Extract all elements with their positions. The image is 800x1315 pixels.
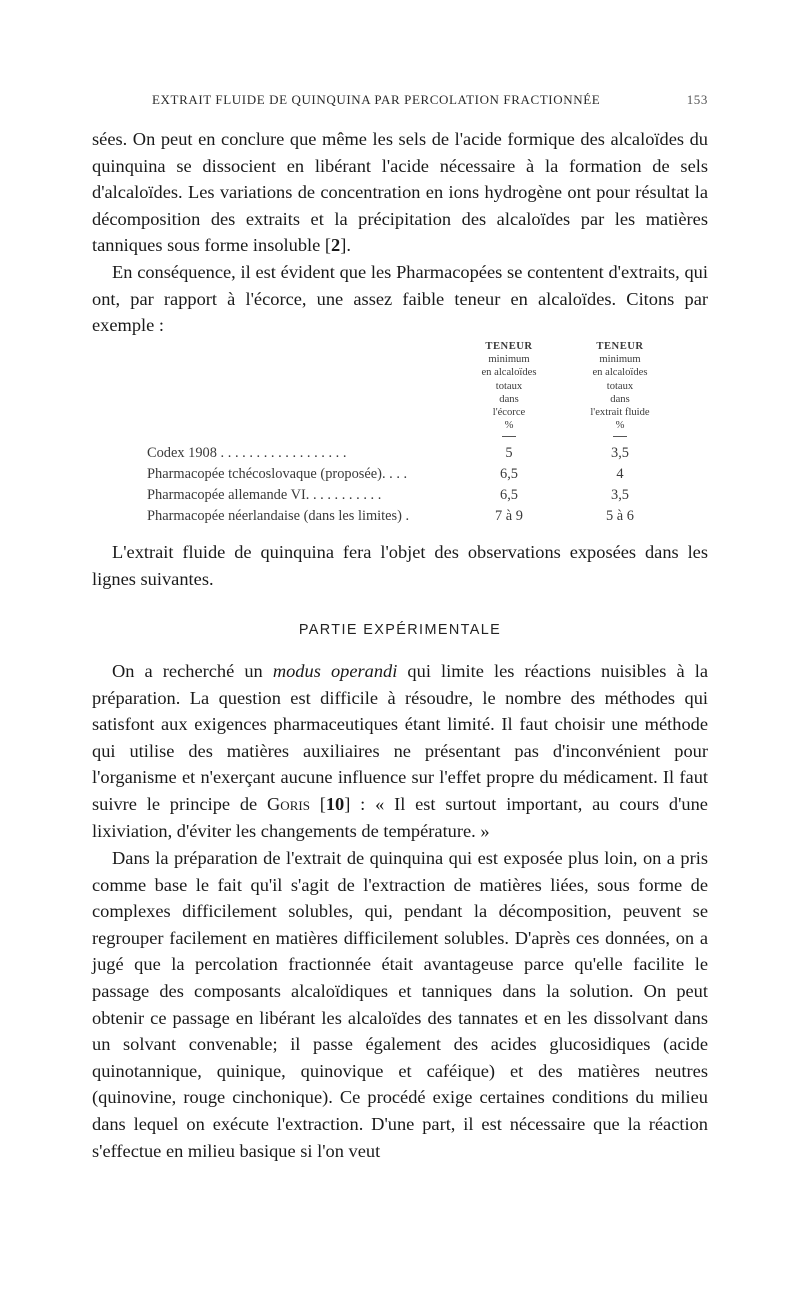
column-divider	[502, 436, 516, 437]
column-divider	[613, 436, 627, 437]
table-row: Pharmacopée néerlandaise (dans les limites) . 7 à 9 5 à 6	[147, 508, 634, 524]
paragraph-5	[92, 845, 708, 1164]
paragraph-2	[92, 259, 708, 339]
column-header-extract: TENEUR minimum en alcaloïdes totaux dans l'extrait fluide %	[560, 340, 680, 437]
paragraph-1-text: sées. On peut en conclure que même les sels de l'acide formique des alcaloïdes du quinquina se dissocient en libérant l'acide nécessaire à la formation de sels d'alcaloïdes. Les variations de concentration en ions hydrogène ont pour résultat la décomposition des extraits et la précipitation des alcaloïdes par les matières tanniques sous forme insoluble [	[92, 129, 708, 256]
running-head-title: EXTRAIT FLUIDE DE QUINQUINA PAR PERCOLATION FRACTIONNÉE	[152, 92, 601, 107]
alkaloid-content-table	[92, 340, 708, 524]
page-number: 153	[686, 92, 708, 107]
column-header-bark: TENEUR minimum en alcaloïdes totaux dans l'écorce %	[449, 340, 569, 437]
author-goris: Goris	[267, 793, 310, 814]
paragraph-3-text: L'extrait fluide de quinquina fera l'objet des observations exposées dans les lignes suivantes.	[92, 542, 708, 589]
table-row: Pharmacopée allemande VI. . . . . . . . . . . 6,5 3,5	[147, 487, 629, 503]
paragraph-1-end: ].	[340, 235, 351, 256]
paragraph-5-text: Dans la préparation de l'extrait de quinquina qui est exposée plus loin, on a pris comme base le fait qu'il s'agit de l'extraction de matières liées, sous forme de complexes difficilement solubles, qui, pendant la décomposition, peuvent se regrouper facilement en matières difficilement solubles. D'après ces données, on a jugé que la percolation fractionnée était avantageuse parce qu'elle facilite le passage des composants alcaloïdiques et tanniques dans la solution. On peut obtenir ce passage en libérant les alcaloïdes des tannates et en les dissolvant dans un solvant convenable; il passe également des acides glucosidiques (acide quinotannique, quinique, quinovique et caféique) et des matières neutres (quinovine, rouge cinchonique). Ce procédé exige certaines conditions du milieu dans lequel on exécute l'extraction. D'une part, il est nécessaire que la réaction s'effectue en milieu basique si l'on veut	[92, 848, 708, 1161]
modus-operandi: modus operandi	[272, 661, 398, 681]
paragraph-2-text: En conséquence, il est évident que les Pharmacopées se contentent d'extraits, qui ont, par rapport à l'écorce, une assez faible teneur en alcaloïdes. Citons par exemple :	[92, 262, 708, 336]
reference-2: 2	[331, 235, 341, 256]
paragraph-1	[92, 126, 708, 259]
table-row: Pharmacopée tchécoslovaque (proposée). . . . 6,5 4	[147, 466, 624, 482]
reference-10: 10	[325, 793, 345, 814]
table-row: Codex 1908 . . . . . . . . . . . . . . . . . . 5 3,5	[147, 445, 629, 461]
paragraph-4: On a recherché un modus operandi qui limite les réactions nuisibles à la préparation. La question est difficile à résoudre, le nombre des méthodes qui satisfont aux exigences pharmaceutiques étant limité. Il faut choisir une méthode qui utilise des matières auxiliaires ne présentant pas d'inconvénient pour l'organisme et n'exerçant aucune influence sur l'effet propre du médicament. Il faut suivre le principe de Goris [10] : « Il est surtout important, au cours d'une lixiviation, d'éviter les changements de température. »	[92, 661, 708, 841]
running-head	[92, 92, 708, 116]
section-title: PARTIE EXPÉRIMENTALE	[298, 622, 502, 638]
paragraph-3	[92, 539, 708, 592]
